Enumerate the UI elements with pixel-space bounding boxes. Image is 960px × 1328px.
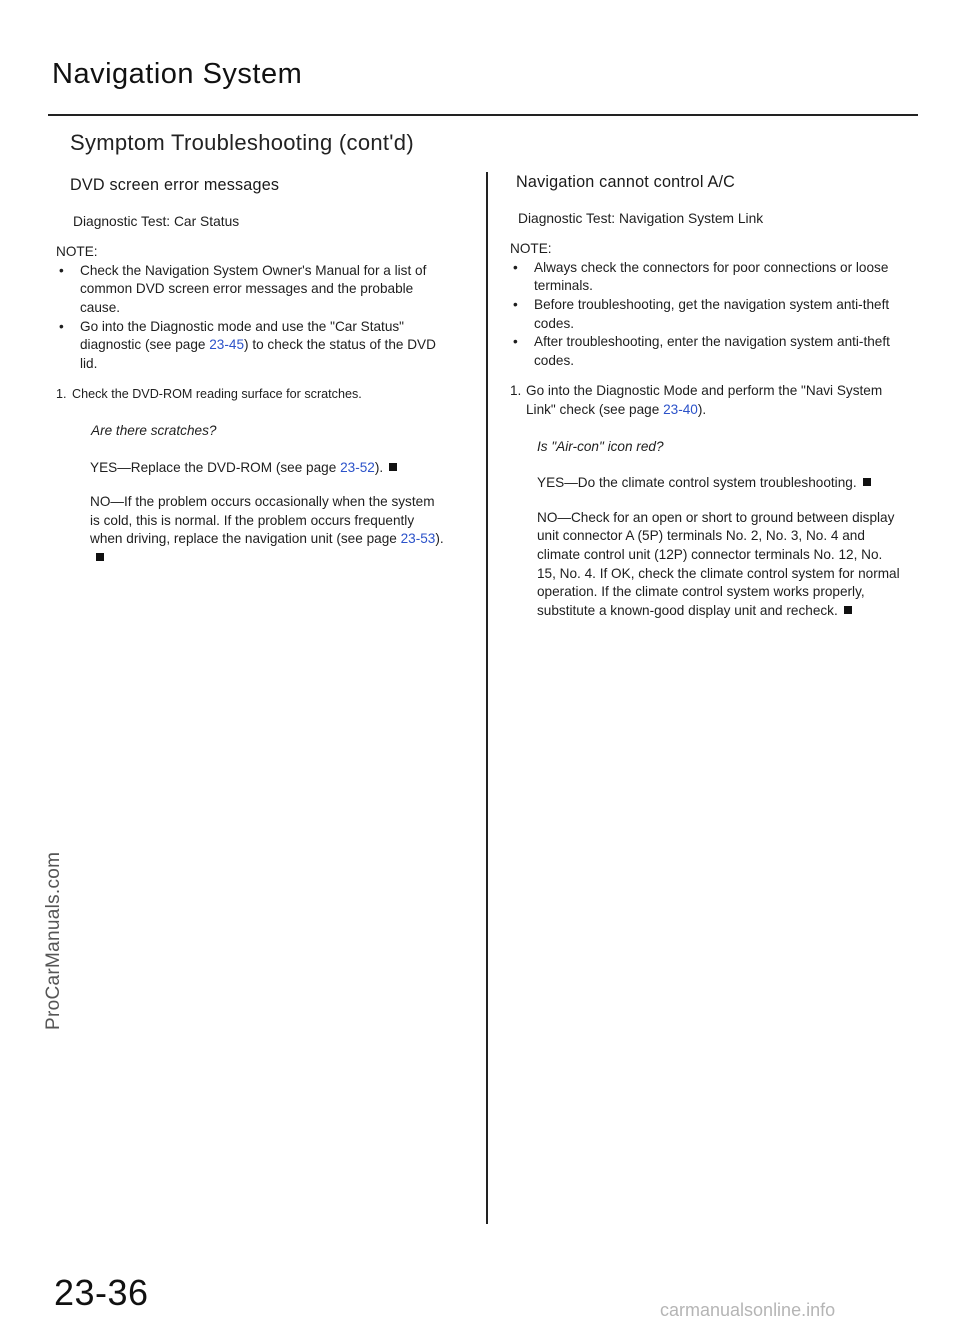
answer-text: YES—Do the climate control system troubleshooting. <box>537 475 857 491</box>
page-number: 23-36 <box>54 1272 149 1313</box>
no-answer <box>90 493 448 567</box>
sidebar-watermark: ProCarManuals.com <box>43 851 64 1030</box>
section-heading-dvd-errors: DVD screen error messages <box>70 176 280 194</box>
page-link-23-45[interactable]: 23-45 <box>209 337 245 353</box>
yes-answer <box>90 459 448 478</box>
step-1 <box>510 382 902 419</box>
page-link-23-53[interactable]: 23-53 <box>400 531 436 547</box>
answer-text: ). <box>435 531 444 547</box>
column-divider <box>486 172 488 1224</box>
bullet-icon: • <box>513 296 518 312</box>
step-text: ). <box>697 401 707 417</box>
note-text: Always check the connectors for poor connections or loose terminals. <box>534 259 889 294</box>
note-text: After troubleshooting, enter the navigation system anti-theft codes. <box>534 334 890 368</box>
note-text: Before troubleshooting, get the navigation system anti-theft codes. <box>534 296 890 331</box>
note-item <box>56 262 448 318</box>
page-link-23-52[interactable]: 23-52 <box>340 459 375 475</box>
bullet-icon: • <box>513 259 518 275</box>
step-number: 1. <box>510 383 522 399</box>
left-column <box>56 176 448 584</box>
answer-text: NO—Check for an open or short to ground between display unit connector A (5P) terminals No. 2, No. 3, No. 4 and climate control unit (12P) connector terminals No. 12, No. 15, No. 4. If OK, check the climate control system for normal operation. If the climate control system works properly, substitute a known-good display unit and recheck. <box>537 509 900 618</box>
step-text: Go into the Diagnostic Mode and perform the "Navi System Link" check (see page <box>526 383 883 417</box>
note-list <box>510 259 902 371</box>
section-subtitle: Symptom Troubleshooting (cont'd) <box>70 130 414 155</box>
answer-text: YES—Replace the DVD-ROM (see page <box>90 459 341 475</box>
title-divider <box>48 114 918 116</box>
note-item <box>56 318 448 374</box>
answer-text: NO—If the problem occurs occasionally when the system is cold, this is normal. If the problem occurs frequently when driving, replace the navigation unit (see page <box>90 494 435 547</box>
step-1 <box>56 385 448 404</box>
footer-watermark: carmanualsonline.info <box>660 1300 836 1320</box>
end-square-icon <box>389 463 397 471</box>
page-link-23-40[interactable]: 23-40 <box>663 401 698 417</box>
diagnostic-question: Are there scratches? <box>91 422 217 438</box>
note-list <box>56 262 448 374</box>
step-number: 1. <box>56 387 67 402</box>
bullet-icon: • <box>513 334 518 350</box>
answer-text: ). <box>374 459 384 475</box>
end-square-icon <box>96 553 104 561</box>
bullet-icon: • <box>59 318 64 334</box>
note-label: NOTE: <box>56 244 98 260</box>
note-text: Check the Navigation System Owner's Manual for a list of common DVD screen error messages and the probable cause. <box>80 262 427 315</box>
note-text: Go into the Diagnostic mode and use the "Car Status" diagnostic (see page <box>80 318 404 353</box>
step-text: Check the DVD-ROM reading surface for scratches. <box>72 387 362 402</box>
end-square-icon <box>844 606 852 614</box>
yes-answer <box>537 474 902 493</box>
note-text: ) to check the status of the DVD lid. <box>80 337 436 371</box>
diagnostic-test-label: Diagnostic Test: Car Status <box>73 213 240 229</box>
note-item <box>510 333 902 370</box>
section-heading-ac-control: Navigation cannot control A/C <box>516 173 736 191</box>
end-square-icon <box>863 478 871 486</box>
note-item <box>510 259 902 296</box>
note-label: NOTE: <box>510 241 552 257</box>
bullet-icon: • <box>59 262 64 278</box>
no-answer <box>537 509 902 621</box>
diagnostic-test-label: Diagnostic Test: Navigation System Link <box>518 210 764 226</box>
page-title: Navigation System <box>52 58 303 90</box>
right-column <box>510 173 902 636</box>
note-item <box>510 296 902 333</box>
diagnostic-question: Is "Air-con" icon red? <box>537 438 664 454</box>
